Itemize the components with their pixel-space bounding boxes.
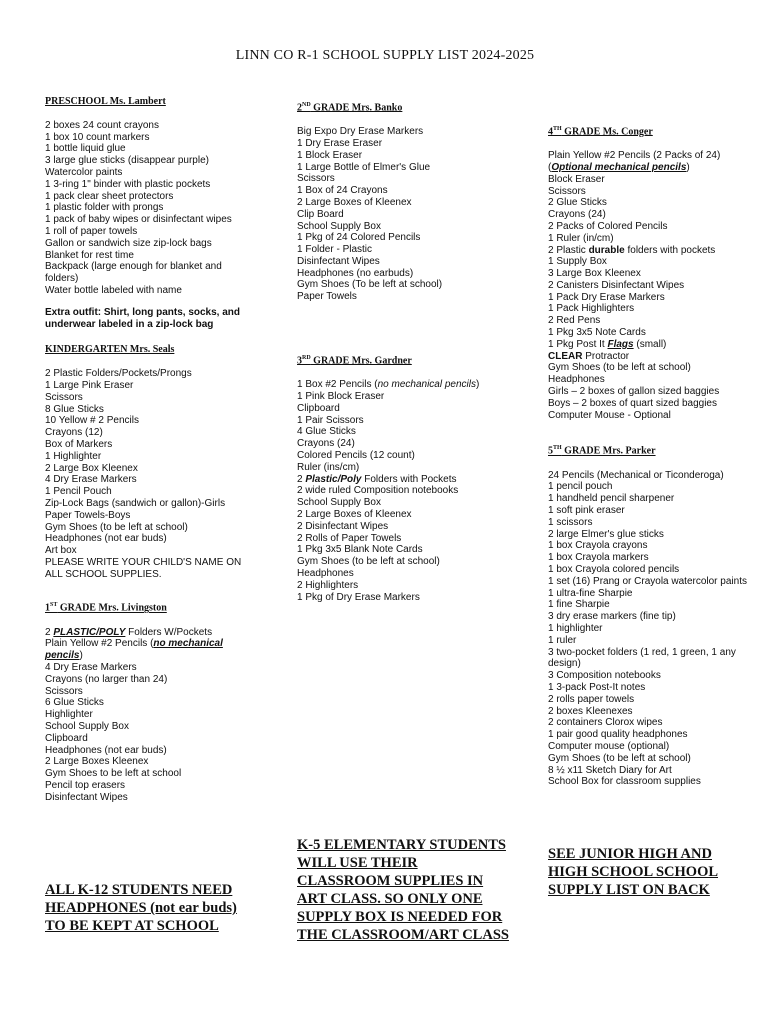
list-item: 2 Large Boxes Kleenex	[45, 756, 149, 768]
list-item: 1 scissors	[548, 516, 593, 528]
list-item: Watercolor paints	[45, 166, 123, 178]
list-item: Paper Towels-Boys	[45, 509, 131, 521]
list-item: Pencil top erasers	[45, 779, 126, 791]
list-item: 1 Pencil Pouch	[45, 486, 112, 498]
list-item: Backpack (large enough for blanket and folders)	[45, 261, 222, 285]
list-item: Gym Shoes (to be left at school)	[548, 752, 691, 764]
list-item: (Optional mechanical pencils)	[548, 161, 690, 173]
list-item: Big Expo Dry Erase Markers	[297, 126, 424, 138]
list-item: Headphones	[548, 374, 605, 386]
list-item: 8 Glue Sticks	[45, 403, 104, 415]
list-item: Plain Yellow #2 Pencils (2 Packs of 24)	[548, 150, 721, 162]
list-item: 1 highlighter	[548, 622, 603, 634]
list-item: 3 Composition notebooks	[548, 670, 661, 682]
list-item: 1 plastic folder with prongs	[45, 202, 164, 214]
list-item: School Supply Box	[45, 720, 129, 732]
fourth-grade-list-b	[548, 256, 763, 339]
list-item: 1 3-pack Post-It notes	[548, 681, 646, 693]
list-item: 1 Pack Highlighters	[548, 303, 635, 315]
list-item: 10 Yellow # 2 Pencils	[45, 415, 139, 427]
list-item: Headphones (not ear buds)	[45, 533, 167, 545]
list-item: 1 Large Pink Eraser	[45, 379, 134, 391]
fifth-grade-list	[548, 470, 763, 789]
third-grade-header: 3RD GRADE Mrs. Gardner	[297, 355, 412, 367]
list-item: Computer Mouse - Optional	[548, 409, 671, 421]
list-item: 1 fine Sharpie	[548, 599, 610, 611]
list-item: 2 Large Boxes of Kleenex	[297, 196, 412, 208]
list-item: Gym Shoes (to be left at school)	[45, 521, 188, 533]
list-item: Scissors	[45, 391, 83, 403]
fifth-grade-header: 5TH GRADE Mrs. Parker	[548, 445, 656, 457]
kindergarten-header: KINDERGARTEN Mrs. Seals	[45, 344, 175, 356]
list-item: Water bottle labeled with name	[45, 284, 182, 296]
list-item: Crayons (no larger than 24)	[45, 673, 168, 685]
list-item: Blanket for rest time	[45, 249, 134, 261]
list-item: 2 boxes 24 count crayons	[45, 119, 159, 131]
list-item: 1 Block Eraser	[297, 149, 363, 161]
list-item: 1 soft pink eraser	[548, 504, 625, 516]
list-item: 6 Glue Sticks	[45, 697, 104, 709]
third-grade-list-a	[297, 391, 507, 474]
preschool-list	[45, 120, 250, 297]
list-item: Girls – 2 boxes of gallon sized baggies	[548, 386, 720, 398]
list-item: 24 Pencils (Mechanical or Ticonderoga)	[548, 469, 724, 481]
list-item: 3 large glue sticks (disappear purple)	[45, 155, 209, 167]
list-item: 1 Ruler (in/cm)	[548, 232, 614, 244]
list-item: 2 Glue Sticks	[548, 197, 607, 209]
list-item: 2 large Elmer's glue sticks	[548, 528, 664, 540]
list-item: Crayons (24)	[548, 209, 606, 221]
list-item: Gym Shoes (To be left at school)	[297, 279, 443, 291]
list-item: 1 pack of baby wipes or disinfectant wipes	[45, 214, 232, 226]
list-item: School Supply Box	[297, 497, 381, 509]
first-grade-list	[45, 662, 250, 804]
list-item: 1 ultra-fine Sharpie	[548, 587, 633, 599]
list-item: 2 Red Pens	[548, 315, 601, 327]
list-item: Headphones (not ear buds)	[45, 744, 167, 756]
list-item: 8 ½ x11 Sketch Diary for Art	[548, 764, 672, 776]
list-item: 2 Plastic/Poly Folders with Pockets	[297, 473, 457, 485]
list-item: 2 Rolls of Paper Towels	[297, 532, 402, 544]
list-item: 2 Plastic durable folders with pockets	[548, 244, 716, 256]
list-item: Zip-Lock Bags (sandwich or gallon)-Girls	[45, 497, 226, 509]
second-grade-list	[297, 126, 507, 303]
list-item: Clip Board	[297, 208, 344, 220]
list-item: 2 Canisters Disinfectant Wipes	[548, 279, 685, 291]
fourth-grade-list-a	[548, 174, 763, 245]
list-item: Crayons (24)	[297, 438, 355, 450]
column-middle	[297, 100, 507, 603]
list-item: Ruler (ins/cm)	[297, 461, 360, 473]
junior-high-notice: SEE JUNIOR HIGH AND HIGH SCHOOL SCHOOL SUPPLY LIST ON BACK	[548, 846, 719, 898]
list-item: 2 Highlighters	[297, 579, 359, 591]
preschool-note: Extra outfit: Shirt, long pants, socks, and underwear labeled in a zip-lock bag	[45, 306, 241, 330]
list-item: Scissors	[297, 173, 335, 185]
list-item: Gym Shoes to be left at school	[45, 768, 182, 780]
list-item: 2 Packs of Colored Pencils	[548, 220, 668, 232]
list-item: Gym Shoes (to be left at school)	[548, 362, 691, 374]
list-item: 2 wide ruled Composition notebooks	[297, 485, 459, 497]
list-item: 1 box Crayola crayons	[548, 540, 648, 552]
list-item: Block Eraser	[548, 173, 605, 185]
list-item: Gym Shoes (to be left at school)	[297, 556, 440, 568]
fourth-grade-header: 4TH GRADE Ms. Conger	[548, 126, 653, 138]
list-item: 2 Large Box Kleenex	[45, 462, 138, 474]
list-item: Paper Towels	[297, 291, 357, 303]
list-item: 1 box Crayola colored pencils	[548, 563, 680, 575]
list-item: 1 Pink Block Eraser	[297, 391, 385, 402]
list-item: 1 Box of 24 Crayons	[297, 185, 388, 197]
second-grade-header: 2ND GRADE Mrs. Banko	[297, 102, 403, 114]
preschool-header: PRESCHOOL Ms. Lambert	[45, 96, 166, 107]
kindergarten-list	[45, 368, 250, 580]
column-left	[45, 96, 250, 804]
list-item: Computer mouse (optional)	[548, 740, 670, 752]
list-item: 1 Pack Dry Erase Markers	[548, 291, 665, 303]
list-item: 1 roll of paper towels	[45, 225, 138, 237]
list-item: Disinfectant Wipes	[297, 255, 380, 267]
first-grade-header: 1ST GRADE Mrs. Livingston	[45, 602, 167, 614]
list-item: Highlighter	[45, 709, 93, 721]
list-item: 3 Large Box Kleenex	[548, 268, 641, 280]
column-right	[548, 124, 763, 788]
list-item: Headphones	[297, 567, 354, 579]
list-item: 2 Large Boxes of Kleenex	[297, 508, 412, 520]
list-item: Plain Yellow #2 Pencils (no mechanical pencils)	[45, 638, 223, 662]
fourth-grade-list-c	[548, 362, 763, 421]
list-item: Clipboard	[45, 732, 88, 744]
list-item: 1 box 10 count markers	[45, 131, 150, 143]
list-item: 2 containers Clorox wipes	[548, 717, 663, 729]
list-item: 1 pencil pouch	[548, 481, 613, 493]
list-item: Clipboard	[297, 402, 340, 414]
list-item: 1 bottle liquid glue	[45, 143, 126, 155]
list-item: Colored Pencils (12 count)	[297, 449, 415, 461]
list-item: Scissors	[45, 685, 83, 697]
list-item: 1 set (16) Prang or Crayola watercolor paints	[548, 575, 747, 587]
list-item: 1 ruler	[548, 634, 577, 646]
list-item: 4 Dry Erase Markers	[45, 474, 137, 486]
list-item: 1 Pkg 3x5 Blank Note Cards	[297, 544, 423, 556]
list-item: 1 Pkg of 24 Colored Pencils	[297, 232, 421, 244]
list-item: 1 Dry Erase Eraser	[297, 137, 383, 149]
list-item: 1 handheld pencil sharpener	[548, 493, 675, 505]
list-item: 1 3-ring 1" binder with plastic pockets	[45, 178, 211, 190]
list-item: 1 Large Bottle of Elmer's Glue	[297, 161, 431, 173]
list-item: 1 Pkg 3x5 Note Cards	[548, 327, 646, 339]
list-item: PLEASE WRITE YOUR CHILD'S NAME ON ALL SCHOOL SUPPLIES.	[45, 556, 242, 580]
list-item: School Box for classroom supplies	[548, 776, 701, 788]
list-item: 2 Plastic Folders/Pockets/Prongs	[45, 368, 192, 380]
list-item: Disinfectant Wipes	[45, 791, 128, 803]
list-item: 1 pair good quality headphones	[548, 729, 688, 741]
list-item: Boys – 2 boxes of quart sized baggies	[548, 397, 717, 409]
list-item: 2 PLASTIC/POLY Folders W/Pockets	[45, 626, 213, 638]
art-class-notice: K-5 ELEMENTARY STUDENTS WILL USE THEIR CLASSROOM SUPPLIES IN ART CLASS. SO ONLY ONE SUPPLY BOX IS NEEDED FOR THE CLASSROOM/ART CLASS	[297, 837, 509, 943]
third-grade-list-b	[297, 485, 507, 603]
list-item: 2 boxes Kleenexes	[548, 705, 633, 717]
list-item: 1 Pkg Post It Flags (small)	[548, 338, 667, 350]
list-item: 1 Box #2 Pencils (no mechanical pencils)	[297, 379, 480, 391]
list-item: 2 Disinfectant Wipes	[297, 520, 389, 532]
list-item: 3 two-pocket folders (1 red, 1 green, 1 any design)	[548, 646, 736, 670]
list-item: 1 Supply Box	[548, 256, 607, 268]
list-item: 1 Highlighter	[45, 450, 102, 462]
list-item: Crayons (12)	[45, 427, 103, 439]
list-item: 2 rolls paper towels	[548, 693, 635, 705]
list-item: 1 Folder - Plastic	[297, 244, 373, 256]
list-item: 3 dry erase markers (fine tip)	[548, 611, 676, 623]
page-title: LINN CO R-1 SCHOOL SUPPLY LIST 2024-2025	[235, 48, 535, 63]
list-item: CLEAR Protractor	[548, 350, 630, 362]
list-item: Scissors	[548, 185, 586, 197]
list-item: Gallon or sandwich size zip-lock bags	[45, 237, 212, 249]
list-item: 4 Dry Erase Markers	[45, 662, 137, 673]
list-item: School Supply Box	[297, 220, 381, 232]
list-item: 1 Pair Scissors	[297, 414, 364, 426]
list-item: 4 Glue Sticks	[297, 426, 356, 438]
list-item: 1 pack clear sheet protectors	[45, 190, 174, 202]
list-item: 1 box Crayola markers	[548, 552, 649, 564]
list-item: 1 Pkg of Dry Erase Markers	[297, 591, 420, 603]
list-item: Headphones (no earbuds)	[297, 267, 414, 279]
headphones-notice: ALL K-12 STUDENTS NEED HEADPHONES (not ear buds) TO BE KEPT AT SCHOOL	[45, 882, 237, 934]
list-item: Art box	[45, 545, 77, 557]
list-item: Box of Markers	[45, 438, 113, 450]
